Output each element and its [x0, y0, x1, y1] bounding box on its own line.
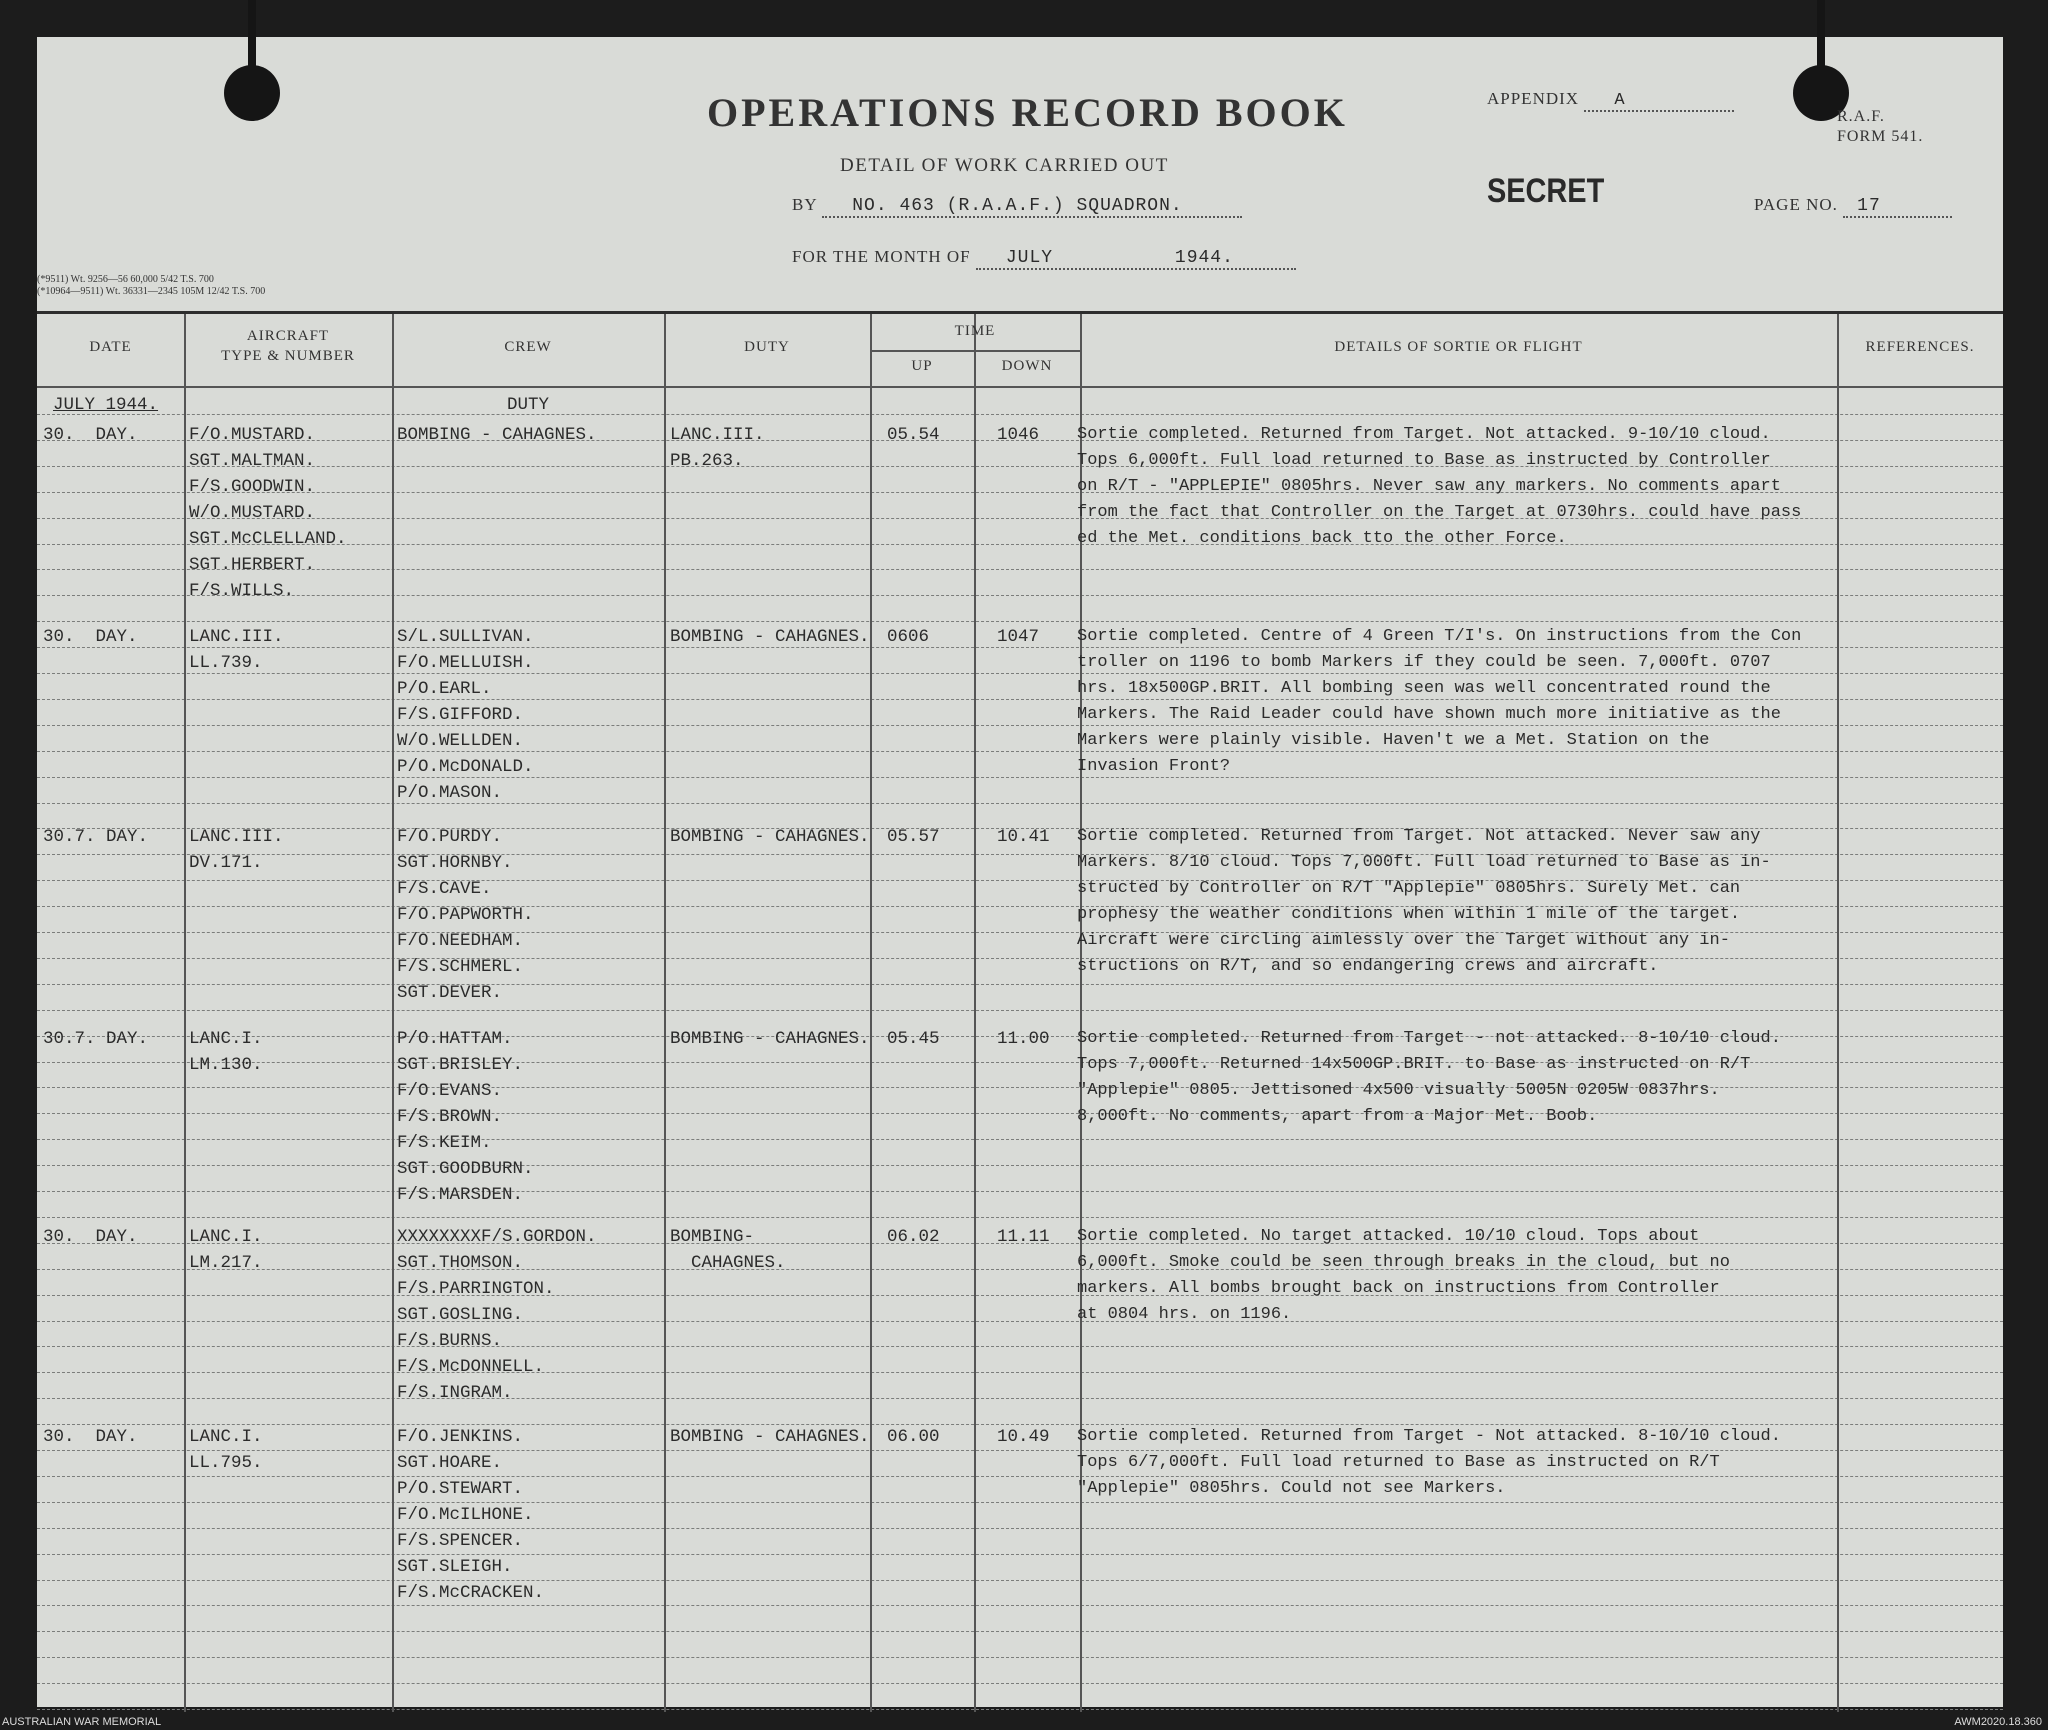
entry-details: Sortie completed. Returned from Target - Not attacked. 8-10/10 cloud. Tops 6/7,000ft. Full load returned to Base as instructed on R/T "Applepie" 0805hrs. Could not see Markers.	[1077, 1427, 1781, 1498]
entry-details: Sortie completed. Returned from Target. Not attacked. Never saw any Markers. 8/10 cloud. Tops 7,000ft. Full load returned to Base as in- structed by Controller on R/T "Applepie" 0805hrs. Surely Met. can prophesy the weather conditions when within 1 mile of the target. Aircraft were circling aimlessly over the Target without any in- structions on R/T, and so endangering crews and aircraft.	[1077, 827, 1771, 976]
ruled-line	[37, 1165, 2003, 1166]
page-subtitle: DETAIL OF WORK CARRIED OUT	[840, 155, 1169, 176]
entry-duty: BOMBING - CAHAGNES.	[670, 827, 870, 847]
form-line-2: FORM 541.	[1837, 128, 1924, 145]
entry-details: Sortie completed. No target attacked. 10/10 cloud. Tops about 6,000ft. Smoke could be seen through breaks in the cloud, but no markers. All bombs brought back on instructions from Controller at 0804 hrs. on 1196.	[1077, 1227, 1730, 1324]
time-divider	[870, 350, 1080, 352]
ruled-line	[37, 1139, 2003, 1140]
entry-duty: BOMBING - CAHAGNES.	[670, 627, 870, 647]
ruled-line	[37, 984, 2003, 985]
ruled-line	[37, 1528, 2003, 1529]
entry-aircraft: LANC.I. LM.217.	[189, 1227, 263, 1273]
form-number	[1837, 107, 1923, 147]
by-label: BY	[792, 195, 817, 214]
ruled-line	[37, 1605, 2003, 1606]
ruled-line	[37, 1683, 2003, 1684]
col-time-up: UP	[911, 358, 933, 374]
year-value: 1944.	[1174, 248, 1234, 268]
entry-details: Sortie completed. Centre of 4 Green T/I's. On instructions from the Con troller on 1196 to bomb Markers if they could be seen. 7,000ft. 0707 hrs. 18x500GP.BRIT. All bombing seen was well concentrated round the Markers. The Raid Leader could have shown much more initiative as the Markers were plainly visible. Haven't we a Met. Station on the Invasion Front?	[1077, 627, 1802, 776]
entry-crew: F/O.PURDY. SGT.HORNBY. F/S.CAVE. F/O.PAPWORTH. F/O.NEEDHAM. F/S.SCHMERL. SGT.DEVER.	[397, 827, 534, 1003]
appendix-label: APPENDIX	[1487, 89, 1580, 108]
ruled-line	[37, 1657, 2003, 1658]
month-field	[976, 248, 1296, 270]
ruled-line	[37, 1398, 2003, 1399]
entry-time-up: 0606	[887, 627, 930, 647]
entry-duty: BOMBING- CAHAGNES.	[670, 1227, 786, 1273]
page-number-value: 17	[1843, 196, 1952, 218]
appendix-line	[1487, 89, 1734, 112]
ruled-line	[37, 1580, 2003, 1581]
ruled-line	[37, 1346, 2003, 1347]
entry-aircraft: LANC.I. LL.795.	[189, 1427, 263, 1473]
entry-details: Sortie completed. Returned from Target - not attacked. 8-10/10 cloud. Tops 7,000ft. Returned 14x500GP.BRIT. to Base as instructed on R/T "Applepie" 0805. Jettisoned 4x500 visually 5005N 0205W 0837hrs. 8,000ft. No comments, apart from a Major Met. Boob.	[1077, 1029, 1781, 1126]
squadron-value: NO. 463 (R.A.A.F.) SQUADRON.	[822, 196, 1242, 218]
month-value: JULY	[1005, 248, 1054, 268]
entry-date: 30. DAY.	[43, 627, 138, 647]
col-references: REFERENCES.	[1865, 339, 1975, 355]
print-code	[37, 274, 265, 298]
entry-aircraft: LANC.III. LL.739.	[189, 627, 284, 673]
ruled-line	[37, 1709, 2003, 1710]
secret-stamp: SECRET	[1487, 172, 1605, 210]
month-label: FOR THE MONTH OF	[792, 247, 971, 266]
entry-time-down: 1047	[997, 627, 1040, 647]
entry-crew: P/O.HATTAM. SGT.BRISLEY. F/O.EVANS. F/S.BROWN. F/S.KEIM. SGT.GOODBURN. F/S.MARSDEN.	[397, 1029, 534, 1205]
operations-table	[37, 311, 2003, 1712]
col-time-down: DOWN	[1001, 358, 1053, 374]
entry-aircraft: F/O.MUSTARD. SGT.MALTMAN. F/S.GOODWIN. W/O.MUSTARD. SGT.McCLELLAND. SGT.HERBERT. F/S.WILLS.	[189, 425, 347, 601]
binder-hole-left	[224, 65, 280, 121]
ruled-line	[37, 414, 2003, 415]
ruled-line	[37, 621, 2003, 622]
column-divider	[392, 314, 394, 1712]
col-duty: DUTY	[744, 339, 790, 355]
entry-crew: F/O.JENKINS. SGT.HOARE. P/O.STEWART. F/O.McILHONE. F/S.SPENCER. SGT.SLEIGH. F/S.McCRACKEN.	[397, 1427, 545, 1603]
entry-time-down: 11.00	[997, 1029, 1050, 1049]
col-crew: CREW	[504, 339, 552, 355]
month-line	[792, 247, 1296, 270]
duty-note: DUTY	[507, 395, 550, 415]
page-number-line	[1754, 195, 1952, 218]
entry-duty: BOMBING - CAHAGNES.	[670, 1029, 870, 1049]
entry-crew: S/L.SULLIVAN. F/O.MELLUISH. P/O.EARL. F/S.GIFFORD. W/O.WELLDEN. P/O.McDONALD. P/O.MASON.	[397, 627, 534, 803]
form-line-1: R.A.F.	[1837, 108, 1885, 125]
column-divider	[870, 314, 872, 1712]
entry-time-up: 06.00	[887, 1427, 940, 1447]
col-details: DETAILS OF SORTIE OR FLIGHT	[1334, 339, 1583, 355]
ruled-line	[37, 1217, 2003, 1218]
print-code-1: (*9511) Wt. 9256—56 60,000 5/42 T.S. 700	[37, 274, 214, 285]
entry-details: Sortie completed. Returned from Target. Not attacked. 9-10/10 cloud. Tops 6,000ft. Full load returned to Base as instructed by Controller on R/T - "APPLEPIE" 0805hrs. Never saw any markers. No comments apart from the fact that Controller on the Target at 0730hrs. could have pass ed the Met. conditions back tto the other Force.	[1077, 425, 1802, 548]
entry-date: 30. DAY.	[43, 425, 138, 445]
entry-duty: LANC.III. PB.263.	[670, 425, 765, 471]
entry-time-up: 06.02	[887, 1227, 940, 1247]
entry-aircraft: LANC.I. LM.130.	[189, 1029, 263, 1075]
month-heading: JULY 1944.	[53, 395, 159, 415]
entry-time-down: 10.41	[997, 827, 1050, 847]
page-number-label: PAGE NO.	[1754, 195, 1838, 214]
column-divider	[974, 314, 976, 1712]
col-date: DATE	[89, 339, 132, 355]
entry-date: 30.7. DAY.	[43, 1029, 149, 1049]
record-sheet	[37, 37, 2003, 1707]
by-line	[792, 195, 1242, 218]
entry-time-down: 10.49	[997, 1427, 1050, 1447]
ruled-line	[37, 1191, 2003, 1192]
entry-time-up: 05.57	[887, 827, 940, 847]
entry-time-down: 1046	[997, 425, 1040, 445]
ruled-line	[37, 1372, 2003, 1373]
entry-crew: XXXXXXXXF/S.GORDON. SGT.THOMSON. F/S.PARRINGTON. SGT.GOSLING. F/S.BURNS. F/S.McDONNELL. F/S.INGRAM.	[397, 1227, 597, 1403]
appendix-value: A	[1584, 91, 1734, 112]
col-time: TIME	[954, 323, 996, 339]
ruled-line	[37, 803, 2003, 804]
ruled-line	[37, 1010, 2003, 1011]
column-divider	[664, 314, 666, 1712]
entry-time-up: 05.54	[887, 425, 940, 445]
entry-duty: BOMBING - CAHAGNES.	[670, 1427, 870, 1447]
entry-date: 30. DAY.	[43, 1427, 138, 1447]
ruled-line	[37, 1631, 2003, 1632]
column-divider	[184, 314, 186, 1712]
column-divider	[1837, 314, 1839, 1712]
ruled-line	[37, 1554, 2003, 1555]
header-bottom-rule	[37, 386, 2003, 388]
print-code-2: (*10964—9511) Wt. 36331—2345 105M 12/42 T.S. 700	[37, 286, 266, 297]
col-aircraft: AIRCRAFT TYPE & NUMBER	[221, 328, 355, 364]
entry-date: 30.7. DAY.	[43, 827, 149, 847]
entry-time-down: 11.11	[997, 1227, 1050, 1247]
entry-aircraft: LANC.III. DV.171.	[189, 827, 284, 873]
entry-time-up: 05.45	[887, 1029, 940, 1049]
entry-crew: BOMBING - CAHAGNES.	[397, 425, 597, 445]
footer-right: AWM2020.18.360	[1954, 1716, 2042, 1728]
footer-left: AUSTRALIAN WAR MEMORIAL	[2, 1716, 162, 1728]
page-title: OPERATIONS RECORD BOOK	[707, 90, 1348, 135]
entry-date: 30. DAY.	[43, 1227, 138, 1247]
